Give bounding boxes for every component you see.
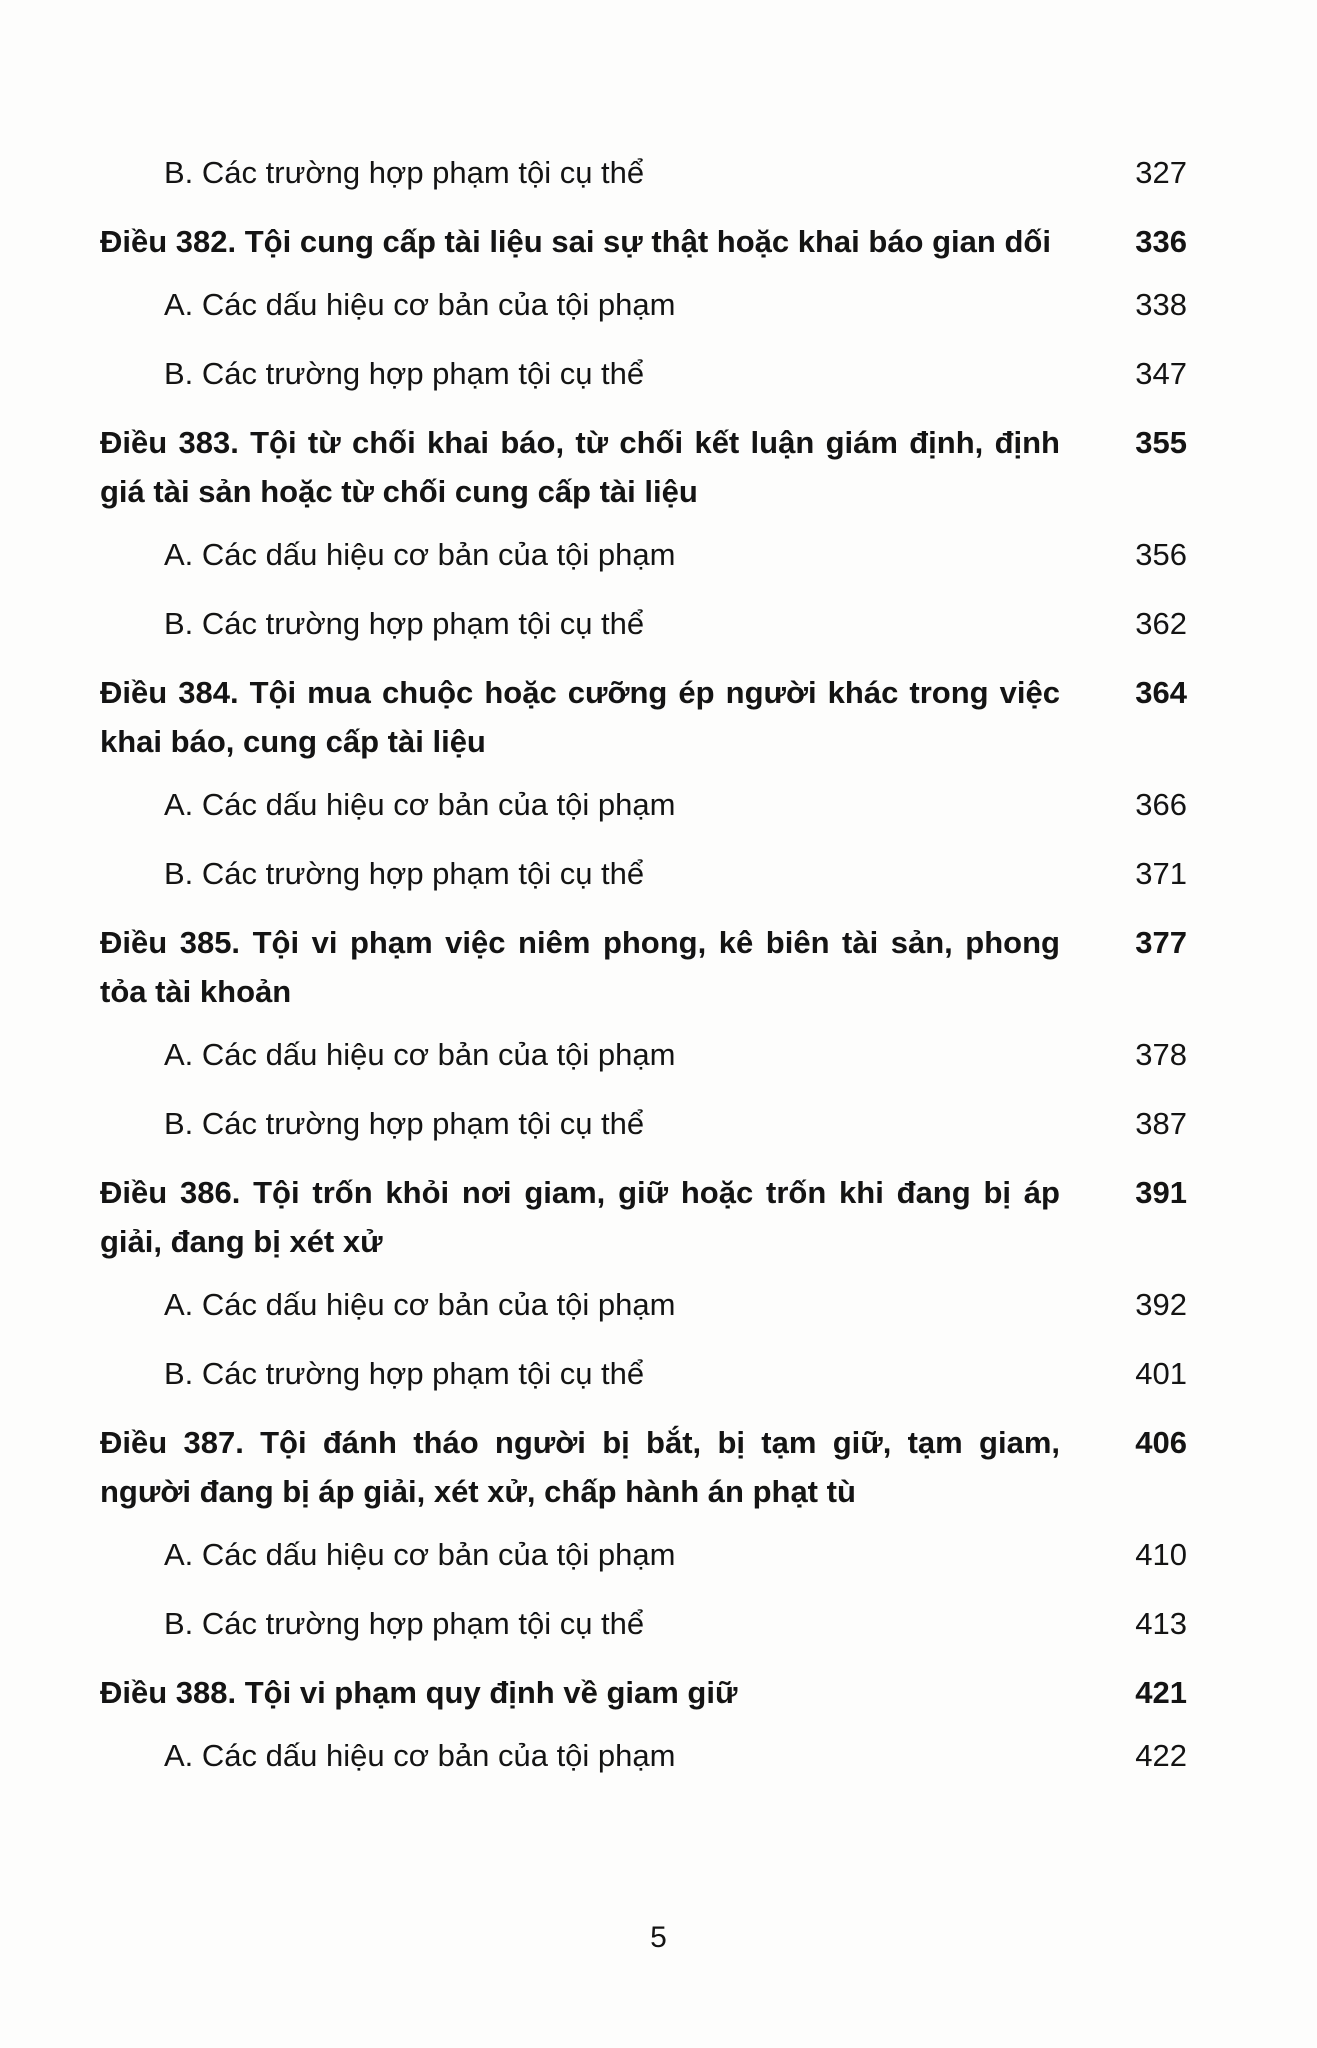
toc-entry-page: 336 [1135, 224, 1187, 259]
toc-entry-text: Điều 388. Tội vi phạm quy định về giam giữ [100, 1675, 738, 1710]
toc-entry-article [100, 1168, 1195, 1266]
toc-entry-article [100, 1668, 1195, 1717]
toc-entry-page: 406 [1135, 1425, 1187, 1460]
toc-entry-text: A. Các dấu hiệu cơ bản của tội phạm [164, 1287, 676, 1322]
toc-entry-article [100, 1418, 1195, 1516]
toc-entry-page: 327 [1135, 155, 1187, 190]
toc-entry-text: B. Các trường hợp phạm tội cụ thể [164, 856, 645, 891]
toc-entry-page: 392 [1135, 1287, 1187, 1322]
toc-entry-text: Điều 385. Tội vi phạm việc niêm phong, kê biên tài sản, phong tỏa tài khoản [100, 925, 1060, 1009]
toc-entry-text: Điều 383. Tội từ chối khai báo, từ chối kết luận giám định, định giá tài sản hoặc từ chối cung cấp tài liệu [100, 425, 1060, 509]
toc-entry-sub [100, 849, 1195, 898]
toc-entry-page: 366 [1135, 787, 1187, 822]
toc-entry-article [100, 418, 1195, 516]
toc-entry-text: B. Các trường hợp phạm tội cụ thể [164, 155, 645, 190]
toc-entry-sub [100, 1099, 1195, 1148]
toc-entry-text: Điều 382. Tội cung cấp tài liệu sai sự thật hoặc khai báo gian dối [100, 224, 1051, 259]
toc-entry-text: B. Các trường hợp phạm tội cụ thể [164, 1356, 645, 1391]
toc-entry-text: B. Các trường hợp phạm tội cụ thể [164, 606, 645, 641]
table-of-contents [100, 148, 1195, 1800]
toc-entry-text: Điều 384. Tội mua chuộc hoặc cưỡng ép người khác trong việc khai báo, cung cấp tài liệu [100, 675, 1060, 759]
toc-entry-sub [100, 780, 1195, 829]
toc-entry-page: 413 [1135, 1606, 1187, 1641]
toc-entry-sub [100, 280, 1195, 329]
toc-entry-page: 338 [1135, 287, 1187, 322]
toc-entry-page: 401 [1135, 1356, 1187, 1391]
toc-entry-page: 362 [1135, 606, 1187, 641]
toc-entry-article [100, 217, 1195, 266]
toc-entry-text: A. Các dấu hiệu cơ bản của tội phạm [164, 287, 676, 322]
toc-entry-sub [100, 1599, 1195, 1648]
toc-entry-article [100, 918, 1195, 1016]
toc-entry-text: A. Các dấu hiệu cơ bản của tội phạm [164, 1537, 676, 1572]
toc-entry-sub [100, 599, 1195, 648]
toc-entry-text: Điều 387. Tội đánh tháo người bị bắt, bị tạm giữ, tạm giam, người đang bị áp giải, xét xử, chấp hành án phạt tù [100, 1425, 1060, 1509]
toc-entry-page: 387 [1135, 1106, 1187, 1141]
toc-entry-text: A. Các dấu hiệu cơ bản của tội phạm [164, 1738, 676, 1773]
toc-entry-page: 355 [1135, 425, 1187, 460]
page-number: 5 [650, 1921, 667, 1954]
toc-entry-sub [100, 148, 1195, 197]
toc-entry-text: A. Các dấu hiệu cơ bản của tội phạm [164, 787, 676, 822]
toc-entry-text: B. Các trường hợp phạm tội cụ thể [164, 356, 645, 391]
toc-entry-sub [100, 1530, 1195, 1579]
toc-entry-text: A. Các dấu hiệu cơ bản của tội phạm [164, 537, 676, 572]
toc-entry-sub [100, 1349, 1195, 1398]
toc-entry-page: 364 [1135, 675, 1187, 710]
toc-entry-page: 356 [1135, 537, 1187, 572]
toc-entry-page: 391 [1135, 1175, 1187, 1210]
toc-entry-page: 422 [1135, 1738, 1187, 1773]
toc-entry-page: 347 [1135, 356, 1187, 391]
toc-entry-text: A. Các dấu hiệu cơ bản của tội phạm [164, 1037, 676, 1072]
toc-entry-page: 421 [1135, 1675, 1187, 1710]
toc-entry-article [100, 668, 1195, 766]
toc-entry-page: 377 [1135, 925, 1187, 960]
toc-entry-sub [100, 349, 1195, 398]
toc-entry-sub [100, 1030, 1195, 1079]
toc-entry-text: B. Các trường hợp phạm tội cụ thể [164, 1606, 645, 1641]
toc-entry-sub [100, 530, 1195, 579]
toc-entry-text: B. Các trường hợp phạm tội cụ thể [164, 1106, 645, 1141]
toc-entry-text: Điều 386. Tội trốn khỏi nơi giam, giữ hoặc trốn khi đang bị áp giải, đang bị xét xử [100, 1175, 1060, 1259]
toc-entry-sub [100, 1280, 1195, 1329]
toc-entry-page: 371 [1135, 856, 1187, 891]
toc-entry-sub [100, 1731, 1195, 1780]
toc-entry-page: 410 [1135, 1537, 1187, 1572]
toc-entry-page: 378 [1135, 1037, 1187, 1072]
